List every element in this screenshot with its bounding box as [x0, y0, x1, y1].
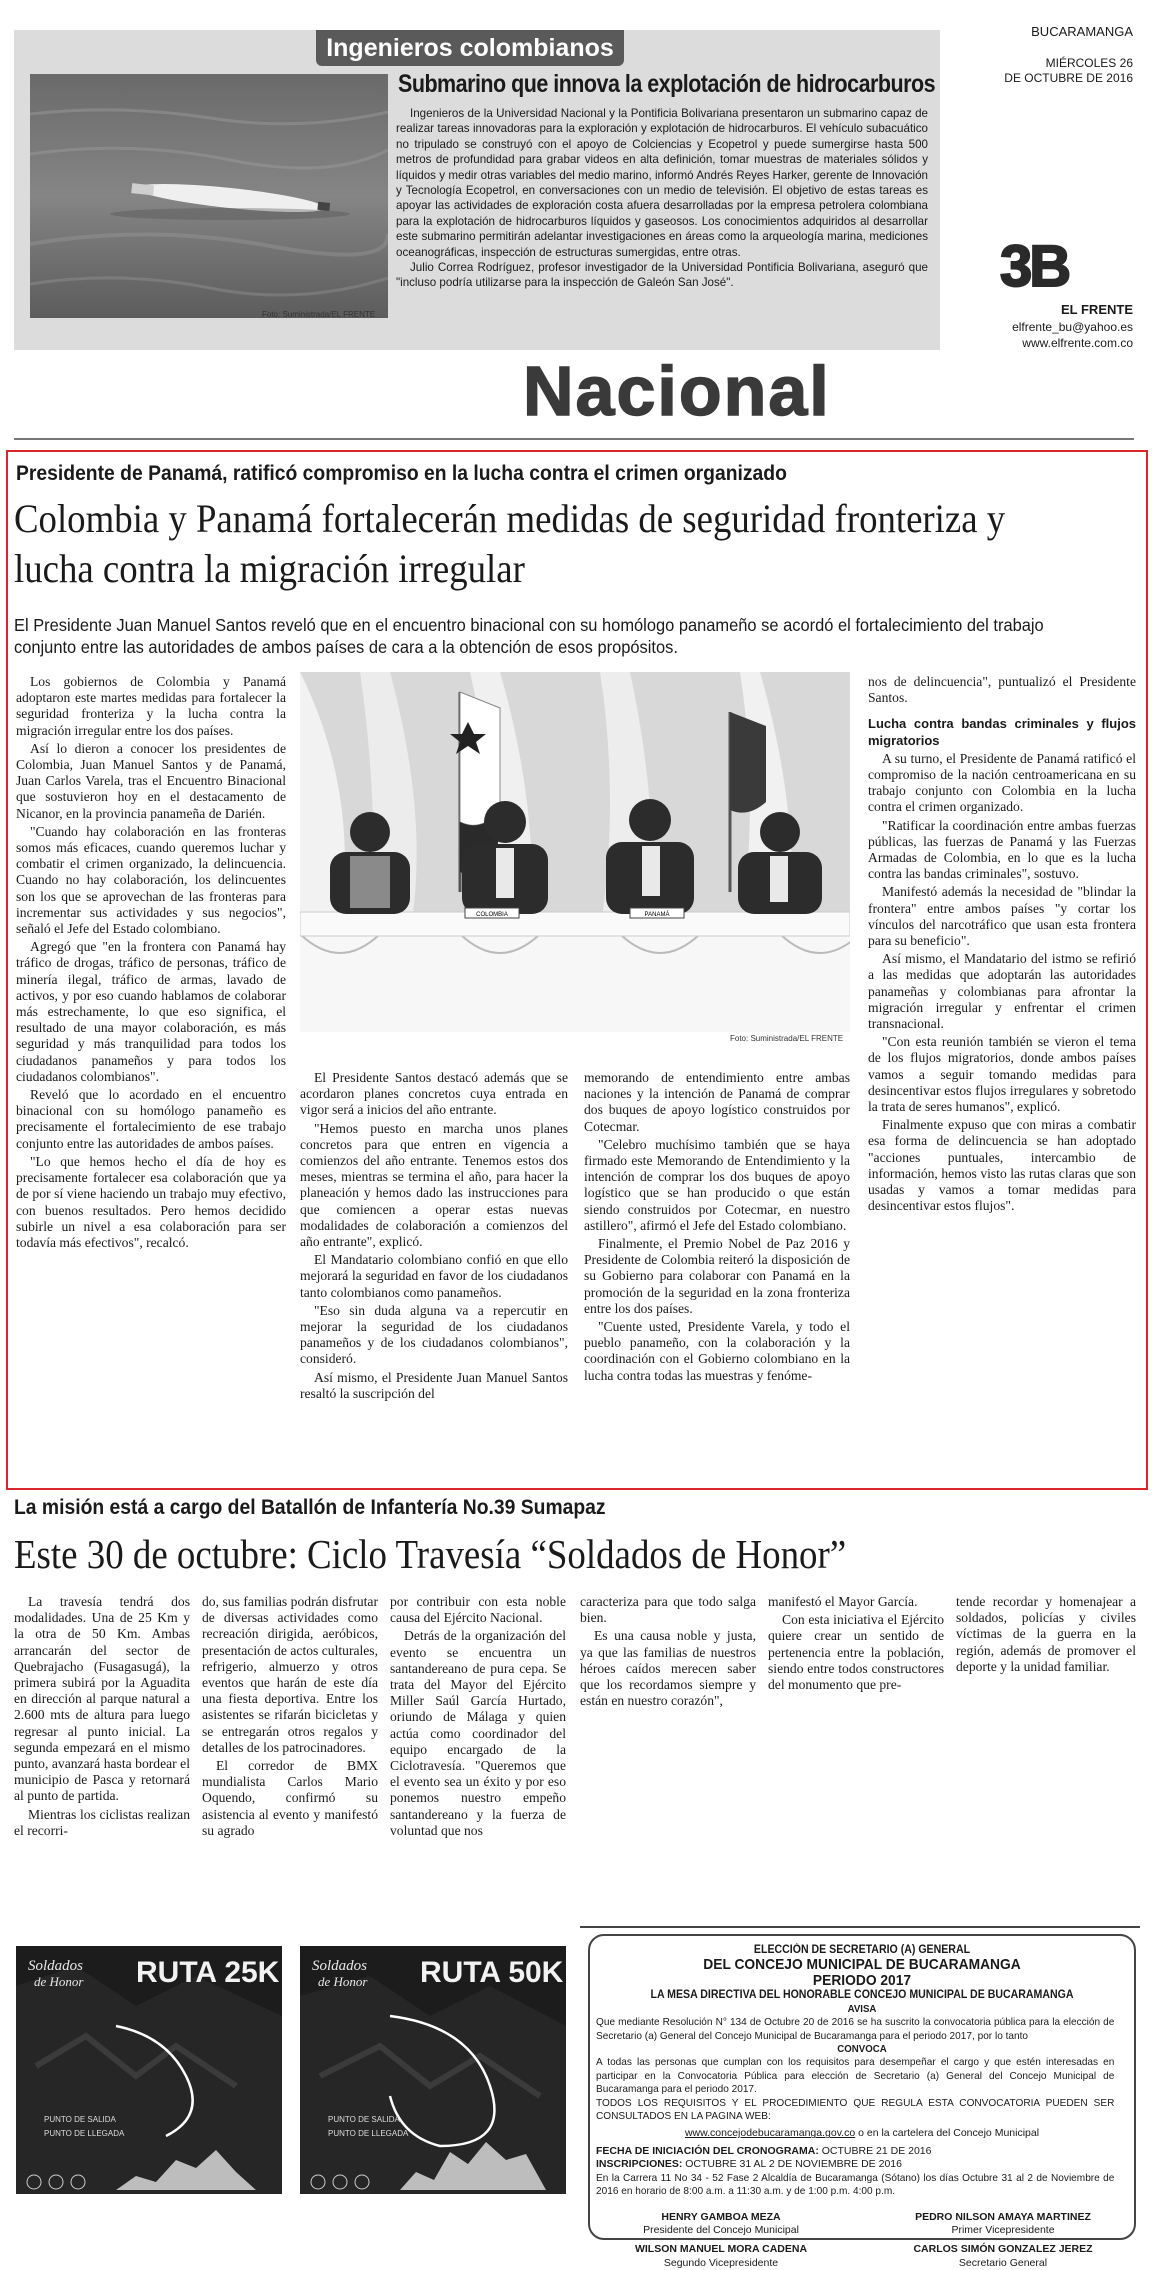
paragraph: Agregó que "en la frontera con Panamá hay tráfico de drogas, tráfico de personas, tráfico de minería ilegal, tráfico de armas, lavado de activos, y por eso cuando hablamos de colaborar más estrechamente, lo que eso significa, el resultado de una mayor colaboración, es más seguridad y más tranquilidad para todos los ciudadanos panameños y para todos los ciudadanos colombianos".	[16, 939, 286, 1084]
paragraph: La travesía tendrá dos modalidades. Una de 25 Km y la otra de 50 Km. Ambas arrancarán del sector de Quebrajacho (Fusagasugá), la primera subirá por la Aguadita en dirección al parque natural a 2.600 mts de altura para luego regresar al punto inicial. La segunda empezará en el mismo punto, avanzará hasta bordear el municipio de Pasca y retornará al punto de partida.	[14, 1594, 190, 1804]
paragraph: Finalmente expuso que con miras a combatir esa forma de delincuencia se han adoptado "acciones puntuales, intercambio de información, hemos visto las rutas claras que son usadas y vamos a tomar medidas para desincentivar estos flujos".	[868, 1117, 1136, 1214]
route-map-25k	[16, 1946, 282, 2194]
insc-value: OCTUBRE 31 AL 2 DE NOVIEMBRE DE 2016	[685, 2158, 902, 2171]
paragraph: Julio Correa Rodríguez, profesor investigador de la Universidad Pontificia Bolivariana, aseguró que "incluso podría utilizarse para la inspección de Galeón San José".	[396, 261, 928, 290]
signer-role: Presidente del Concejo Municipal	[643, 2223, 799, 2236]
notice-signers-row-2	[596, 2243, 1128, 2270]
notice-fecha	[596, 2145, 1128, 2158]
insc-label: INSCRIPCIONES:	[596, 2158, 683, 2171]
map-brand: Soldados	[312, 1958, 368, 1974]
signer-name: HENRY GAMBOA MEZA	[661, 2210, 781, 2223]
route-label: RUTA 50K	[420, 1956, 564, 1989]
presidents-meeting-photo	[300, 672, 850, 1032]
signer-name: CARLOS SIMÓN GONZALEZ JEREZ	[913, 2243, 1093, 2256]
notice-divider	[580, 1926, 1140, 1928]
paragraph: nos de delincuencia", puntualizó el Presidente Santos.	[868, 674, 1136, 706]
paragraph: do, sus familias podrán disfrutar de diversas actividades como recreación dirigida, aeróbicos, presentación de actos culturales, refrigerio, almuerzo y otros eventos que harán de este día una fiesta deportiva. Entre los asistentes se rifarán bicicletas y se entregarán otros regalos y detalles de los patrocinadores.	[202, 1594, 378, 1755]
notice-website-line	[596, 2127, 1128, 2140]
signer-role: Segundo Vicepresidente	[663, 2256, 779, 2269]
signer	[596, 2243, 846, 2270]
second-story-column-3	[390, 1594, 566, 1841]
paragraph: "Con esta reunión también se vieron el tema de los flujos migratorios, donde ambos países vamos a seguir tomando medidas para desincentivar estos flujos irregulares y sobretodo la trata de seres humanos", explicó.	[868, 1034, 1136, 1115]
paragraph: Manifestó además la necesidad de "blindar la frontera" entre ambos países "y cortar los vínculos del narcotráfico que usan esta frontera para su beneficio".	[868, 884, 1136, 949]
paragraph: "Cuando hay colaboración en las fronteras somos más eficaces, cuando queremos luchar y combatir el crimen organizado, la delincuencia. Cuando no hay colaboración, los delincuentes son los que se aprovechan de las fronteras para incrementar sus actividades y sus negocios", señaló el Jefe del Estado colombiano.	[16, 823, 286, 937]
table-sign-panama: PANAMÁ	[644, 912, 670, 918]
notice-title: LA MESA DIRECTIVA DEL HONORABLE CONCEJO MUNICIPAL DE BUCARAMANGA	[650, 1989, 1074, 2002]
paragraph: caracteriza para que todo salga bien.	[580, 1594, 756, 1626]
second-story-column-5	[768, 1594, 944, 1695]
date	[973, 56, 1133, 86]
route-map-50k	[300, 1946, 566, 2194]
second-story-column-6	[956, 1594, 1136, 1677]
signer	[878, 2211, 1128, 2238]
map-end-label: PUNTO DE LLEGADA	[44, 2129, 125, 2138]
main-story-headline: Colombia y Panamá fortalecerán medidas de seguridad fronteriza y lucha contra la migración irregular	[14, 496, 1006, 591]
map-brand: de Honor	[34, 1974, 84, 1989]
table-sign-colombia: COLOMBIA	[476, 912, 508, 918]
main-story-column-2	[300, 1070, 568, 1404]
top-story-body	[396, 106, 928, 291]
notice-title: DEL CONCEJO MUNICIPAL DE BUCARAMANGA	[703, 1956, 1021, 1974]
page-number: 3B	[1000, 234, 1069, 299]
paragraph: por contribuir con esta noble causa del Ejército Nacional.	[390, 1594, 566, 1626]
signer	[596, 2211, 846, 2238]
second-story-column-4	[580, 1594, 756, 1711]
paragraph: El Presidente Santos destacó además que se acordaron planes concretos cuya entrada en vigor será a inicios del año entrante.	[300, 1070, 568, 1118]
council-notice	[596, 1944, 1128, 2270]
paragraph: tende recordar y homenajear a soldados, policías y civiles víctimas de la guerra en la región, además de promover el deporte y la unidad familiar.	[956, 1594, 1136, 1674]
paragraph: "Ratificar la coordinación entre ambas fuerzas públicas, las fuerzas de Panamá y las Fuerzas Armadas de Colombia, en lo que es la lucha contra las bandas criminales", sostuvo.	[868, 817, 1136, 882]
paragraph: "Eso sin duda alguna va a repercutir en mejorar la seguridad de los ciudadanos panameños y de los ciudadanos colombianos", consideró.	[300, 1302, 568, 1367]
top-story-headline: Submarino que innova la explotación de hidrocarburos	[398, 70, 936, 98]
date-line: DE OCTUBRE DE 2016	[1004, 71, 1133, 85]
notice-title: ELECCIÓN DE SECRETARIO (A) GENERAL	[753, 1944, 971, 1956]
paragraph: Los gobiernos de Colombia y Panamá adoptaron este martes medidas para fortalecer la seguridad fronteriza y la lucha contra la migración irregular entre los dos países.	[16, 674, 286, 738]
notice-signers-row-1	[596, 2211, 1128, 2238]
paragraph: A su turno, el Presidente de Panamá ratificó el compromiso de la nación centroamericana en su trabajo conjunto con Colombia en la lucha contra el crimen organizado.	[868, 750, 1136, 815]
top-story-banner: Ingenieros colombianos	[316, 30, 624, 66]
second-story-headline: Este 30 de octubre: Ciclo Travesía “Soldados de Honor”	[14, 1531, 847, 1577]
paragraph: "Hemos puesto en marcha unos planes concretos para que entren en vigencia a comienzos del año entrante. Tenemos estos dos meses, mientras se termina el año, para hacer la planeación y hemos dado las instrucciones para que comiencen a operar estas nuevas modalidades de colaboración a comienzos del año entrante", explicó.	[300, 1120, 568, 1250]
notice-insc-detail: En la Carrera 11 No 34 - 52 Fase 2 Alcaldía de Bucaramanga (Sótano) los días Octubre 31 al 2 de Noviembre de 2016 en horario de 8:00 a.m. a 11:30 a.m. y de 1:00 p.m. 4:00 p.m.	[596, 2171, 1115, 2198]
signer-name: PEDRO NILSON AMAYA MARTINEZ	[915, 2210, 1091, 2223]
paragraph: "Lo que hemos hecho el día de hoy es precisamente fortalecer esa colaboración que ya de por sí viene haciendo un trabajo muy efectivo, con buenos resultados. Pero hemos decidido subirle un nivel a esa colaboración para ser todavía más efectivos", recalcó.	[16, 1153, 286, 1250]
paragraph: Ingenieros de la Universidad Nacional y la Pontificia Bolivariana presentaron un submarino capaz de realizar tareas innovadoras para la exploración y explotación de hidrocarburos. El vehículo subacuático no tripulado se construyó con el apoyo de Colciencias y Ecopetrol y puede sumergirse hasta 500 metros de profundidad para grabar videos en alta definición, tomar muestras de materiales sólidos y líquidos y medir otras variables del medio marino, informó Andrés Reyes Harker, gerente de Innovación y Tecnología Ecopetrol, en conversaciones con un medio de televisión. El objetivo de estas tareas es apoyar las actividades de exploración costa afuera desarrolladas por la empresa petrolera colombiana para la explotación de hidrocarburos líquidos y gaseosos. Los conocimientos adquiridos al desarrollar este submarino permitirán adelantar investigaciones en áreas como la arqueología marina, mediciones oceanográficas, inspección de estructuras sumergidas, entre otras.	[396, 107, 928, 259]
city: BUCARAMANGA	[1031, 24, 1133, 39]
paragraph: manifestó el Mayor García.	[768, 1594, 918, 1609]
paragraph: El corredor de BMX mundialista Carlos Mario Oquendo, confirmó su asistencia al evento y manifestó su agrado	[202, 1758, 378, 1838]
second-story-column-2	[202, 1594, 378, 1841]
signer-role: Primer Vicepresidente	[951, 2223, 1055, 2236]
signer	[878, 2243, 1128, 2270]
photo-credit: Foto: Suministrada/EL FRENTE	[262, 310, 376, 319]
paragraph: "Celebro muchísimo también que se haya firmado este Memorando de Entendimiento y la intención de comprar los dos buques de apoyo logístico que se han producido o que están siendo construidos por Cotecmar, en nuestro astillero", afirmó el Jefe del Estado colombiano.	[584, 1136, 850, 1233]
paragraph: "Cuente usted, Presidente Varela, y todo el pueblo panameño, con la colaboración y la coordinación con el Gobierno colombiano en la lucha contra todas las muestras y fenóme-	[584, 1319, 850, 1383]
paragraph: Finalmente, el Premio Nobel de Paz 2016 y Presidente de Colombia reiteró la disposición de su Gobierno para colaborar con Panamá en la promoción de la seguridad en la zona fronteriza entre los dos países.	[584, 1236, 850, 1316]
notice-avisa-text: Que mediante Resolución N° 134 de Octubre 20 de 2016 se ha suscrito la convocatoria pública para la elección de Secretario (a) General del Concejo Municipal de Bucaramanga para el periodo 2017, por lo tanto	[596, 2016, 1115, 2042]
publication-web: www.elfrente.com.co	[1022, 336, 1133, 350]
main-story-column-3	[584, 1070, 850, 1386]
paragraph: Detrás de la organización del evento se encuentra un santandereano de pura cepa. Se trata del Mayor del Ejército Miller Saúl García Hurtado, oriundo de Málaga y quien actúa como coordinador del equipo encargado de la Ciclotravesía. "Queremos que el evento sea un éxito y por eso ponemos nuestro empeño santandereano y la fuerza de voluntad que nos	[390, 1628, 566, 1838]
paragraph: Así mismo, el Presidente Juan Manuel Santos resaltó la suscripción del	[300, 1369, 568, 1401]
publication-email: elfrente_bu@yahoo.es	[1012, 320, 1133, 334]
notice-website[interactable]: www.concejodebucaramanga.gov.co	[684, 2127, 856, 2140]
second-story-kicker: La misión está a cargo del Batallón de Infantería No.39 Sumapaz	[14, 1496, 606, 1519]
column-subhead: Lucha contra bandas criminales y flujos migratorios	[868, 716, 1136, 748]
paragraph: Es una causa noble y justa, ya que las familias de nuestros héroes caídos merecen saber que los recordamos siempre y están en nuestro corazón",	[580, 1628, 756, 1709]
notice-website-tail: o en la cartelera del Concejo Municipal	[858, 2127, 1040, 2140]
main-story-kicker: Presidente de Panamá, ratificó compromiso en la lucha contra el crimen organizado	[16, 462, 787, 485]
date-line: MIÉRCOLES 26	[1045, 56, 1133, 70]
paragraph: Así lo dieron a conocer los presidentes de Colombia, Juan Manuel Santos y de Panamá, Juan Carlos Varela, tras el Encuentro Binacional que sostuvieron hoy en el destacamento de Nicanor, en la provincia panameña de Darién.	[16, 740, 286, 821]
submarine-photo	[30, 74, 388, 318]
map-brand: Soldados	[28, 1958, 84, 1974]
fecha-value: OCTUBRE 21 DE 2016	[821, 2144, 932, 2157]
photo-credit: Foto: Suministrada/EL FRENTE	[730, 1034, 844, 1043]
signer-role: Secretario General	[958, 2256, 1048, 2269]
paragraph: El Mandatario colombiano confió en que ello mejorará la seguridad en favor de los ciudadanos tanto colombianos como panameños.	[300, 1252, 568, 1300]
paragraph: memorando de entendimiento entre ambas naciones y la intención de Panamá de comprar dos buques de apoyo logístico construidos por Cotecmar.	[584, 1070, 850, 1134]
notice-requirements: TODOS LOS REQUISITOS Y EL PROCEDIMIENTO QUE REGULA ESTA CONVOCATORIA PUEDEN SER CONSULTADOS EN LA PAGINA WEB:	[596, 2096, 1115, 2123]
main-story-column-4	[868, 674, 1136, 1217]
map-brand: de Honor	[318, 1974, 368, 1989]
paragraph: Con esta iniciativa el Ejército quiere crear un sentido de pertenencia entre la población, siendo entre todos constructores del monumento que pre-	[768, 1612, 944, 1693]
route-label: RUTA 25K	[136, 1956, 280, 1989]
main-story-lead: El Presidente Juan Manuel Santos reveló que en el encuentro binacional con su homólogo panameño se acordó el fortalecimiento del trabajo conjunto entre las autoridades de ambos países de cara a la obtención de esos propósitos.	[14, 615, 1044, 657]
notice-avisa: AVISA	[847, 2002, 877, 2015]
paragraph: Reveló que lo acordado en el encuentro binacional con su homólogo panameño es precisamente el fortalecimiento de ese trabajo conjunto entre las autoridades de ambos países.	[16, 1087, 286, 1151]
map-end-label: PUNTO DE LLEGADA	[328, 2129, 409, 2138]
map-start-label: PUNTO DE SALIDA	[44, 2115, 116, 2124]
notice-convoca: CONVOCA	[837, 2043, 887, 2056]
paragraph: Así mismo, el Mandatario del istmo se refirió a las medidas que adoptarán las autoridades panameñas y colombianas para afrontar la migración irregular y enfrentar el crimen transnacional.	[868, 951, 1136, 1032]
paragraph: Mientras los ciclistas realizan el recorri-	[14, 1806, 190, 1838]
section-title: Nacional	[523, 352, 831, 430]
map-start-label: PUNTO DE SALIDA	[328, 2115, 400, 2124]
notice-convoca-text: A todas las personas que cumplan con los requisitos para desempeñar el cargo y que estén interesadas en participar en la Convocatoria Pública para elección de Secretario (a) General del Concejo Municipal de Bucaramanga para el periodo 2017.	[596, 2056, 1115, 2096]
signer-name: WILSON MANUEL MORA CADENA	[634, 2243, 808, 2256]
fecha-label: FECHA DE INICIACIÓN DEL CRONOGRAMA:	[596, 2144, 819, 2157]
notice-inscripciones	[596, 2158, 1128, 2171]
section-divider	[14, 438, 1134, 440]
notice-title: PERIODO 2017	[812, 1972, 912, 1990]
main-story-column-1	[16, 674, 286, 1253]
publication-name: EL FRENTE	[1061, 302, 1133, 317]
second-story-column-1	[14, 1594, 190, 1841]
